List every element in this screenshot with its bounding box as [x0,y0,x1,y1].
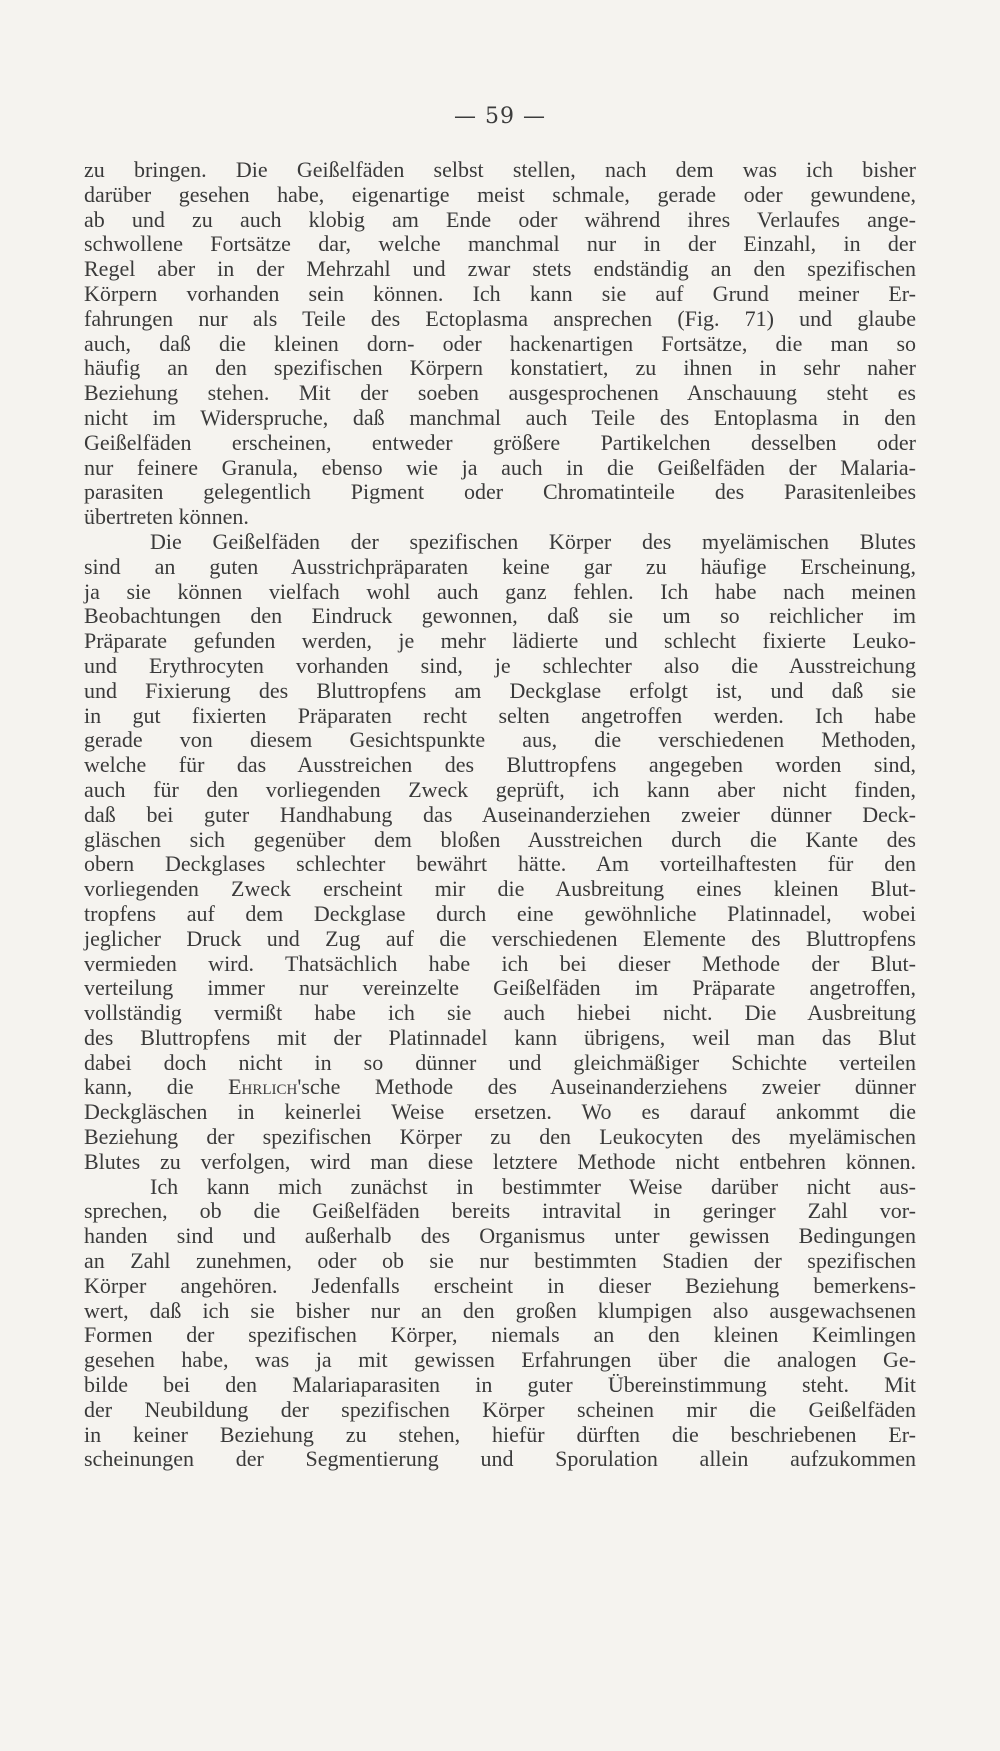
text-line: obern Deckglases schlechter bewährt hätte. Am vorteilhaftesten für den [84,851,916,877]
text-line: Beziehung stehen. Mit der soeben ausgesprochenen Anschauung steht es [84,380,916,406]
text-line: bilde bei den Malariaparasiten in guter Übereinstimmung steht. Mit [84,1372,916,1398]
text-line: Deckgläschen in keinerlei Weise ersetzen. Wo es darauf ankommt die [84,1099,916,1125]
text-line: häufig an den spezifischen Körpern konstatiert, zu ihnen in sehr naher [84,355,916,381]
text-line: an Zahl zunehmen, oder ob sie nur bestimmten Stadien der spezifischen [84,1248,916,1274]
text-segment: 'sche Methode des Auseinanderziehens zweier dünner [297,1074,916,1100]
text-line: darüber gesehen habe, eigenartige meist schmale, gerade oder gewundene, [84,181,916,207]
text-line: übertreten können. [84,504,249,530]
text-line: nur feinere Granula, ebenso wie ja auch in die Geißelfäden der Malaria- [84,454,916,480]
text-line: gerade von diesem Gesichtspunkte aus, die verschiedenen Methoden, [84,727,916,753]
text-line: Körper angehören. Jedenfalls erscheint in dieser Beziehung bemerkens- [84,1272,916,1298]
body-text [84,158,916,1472]
text-line: der Neubildung der spezifischen Körper scheinen mir die Geißelfäden [84,1396,916,1422]
text-line: vorliegenden Zweck erscheint mir die Ausbreitung eines kleinen Blut- [84,876,916,902]
text-line: sind an guten Ausstrichpräparaten keine gar zu häufige Erscheinung, [84,553,916,579]
text-line: gesehen habe, was ja mit gewissen Erfahrungen über die analogen Ge- [84,1347,916,1373]
text-line: scheinungen der Segmentierung und Sporulation allein aufzukommen [84,1446,916,1472]
text-line: parasiten gelegentlich Pigment oder Chromatinteile des Parasitenleibes [84,479,916,505]
text-line: des Bluttropfens mit der Platinnadel kann übrigens, weil man das Blut [84,1024,916,1050]
text-line: ja sie können vielfach wohl auch ganz fehlen. Ich habe nach meinen [84,578,916,604]
text-segment: kann, die [84,1074,229,1100]
author-name-small-caps: Ehrlich [228,1074,298,1100]
text-line: auch, daß die kleinen dorn- oder hackenartigen Fortsätze, die man so [84,330,916,356]
text-line: sprechen, ob die Geißelfäden bereits intravital in geringer Zahl vor- [84,1198,916,1224]
text-line: vermieden wird. Thatsächlich habe ich bei dieser Methode der Blut- [84,950,916,976]
text-line: Beziehung der spezifischen Körper zu den Leukocyten des myelämischen [84,1124,916,1150]
text-line: gläschen sich gegenüber dem bloßen Ausstreichen durch die Kante des [84,826,916,852]
text-line: in keiner Beziehung zu stehen, hiefür dürften die beschriebenen Er- [84,1421,916,1447]
text-line: welche für das Ausstreichen des Bluttropfens angegeben worden sind, [84,752,916,778]
text-line: Die Geißelfäden der spezifischen Körper des myelämischen Blutes [150,528,916,554]
text-line: nicht im Widerspruche, daß manchmal auch Teile des Entoplasma in den [84,404,916,430]
text-line: Körpern vorhanden sein können. Ich kann sie auf Grund meiner Er- [84,280,916,306]
text-line: Ich kann mich zunächst in bestimmter Weise darüber nicht aus- [150,1173,916,1199]
text-line: und Fixierung des Bluttropfens am Deckglase erfolgt ist, und daß sie [84,677,916,703]
text-line: und Erythrocyten vorhanden sind, je schlechter also die Ausstreichung [84,652,916,678]
text-line: handen sind und außerhalb des Organismus unter gewissen Bedingungen [84,1223,916,1249]
text-line: jeglicher Druck und Zug auf die verschiedenen Elemente des Bluttropfens [84,925,916,951]
text-line [84,1075,916,1100]
text-line: Präparate gefunden werden, je mehr lädierte und schlecht fixierte Leuko- [84,628,916,654]
text-line: Geißelfäden erscheinen, entweder größere Partikelchen desselben oder [84,429,916,455]
text-line: Blutes zu verfolgen, wird man diese letztere Methode nicht entbehren können. [84,1148,916,1174]
text-line: daß bei guter Handhabung das Auseinanderziehen zweier dünner Deck- [84,801,916,827]
text-line: ab und zu auch klobig am Ende oder während ihres Verlaufes ange- [84,206,916,232]
text-line: tropfens auf dem Deckglase durch eine gewöhnliche Platinnadel, wobei [84,900,916,926]
text-line: Beobachtungen den Eindruck gewonnen, daß sie um so reichlicher im [84,603,916,629]
text-line: Formen der spezifischen Körper, niemals an den kleinen Keimlingen [84,1322,916,1348]
text-line: dabei doch nicht in so dünner und gleichmäßiger Schichte verteilen [84,1049,916,1075]
text-line: schwollene Fortsätze dar, welche manchmal nur in der Einzahl, in der [84,231,916,257]
text-line: verteilung immer nur vereinzelte Geißelfäden im Präparate angetroffen, [84,975,916,1001]
text-line: fahrungen nur als Teile des Ectoplasma ansprechen (Fig. 71) und glaube [84,305,916,331]
text-line: vollständig vermißt habe ich sie auch hiebei nicht. Die Ausbreitung [84,1000,916,1026]
text-line: auch für den vorliegenden Zweck geprüft, ich kann aber nicht finden, [84,776,916,802]
text-line: zu bringen. Die Geißelfäden selbst stellen, nach dem was ich bisher [84,157,916,182]
text-line: in gut fixierten Präparaten recht selten angetroffen werden. Ich habe [84,702,916,728]
text-line: Regel aber in der Mehrzahl und zwar stets endständig an den spezifischen [84,256,916,282]
text-line: wert, daß ich sie bisher nur an den großen klumpigen also ausgewachsenen [84,1297,916,1323]
page-number: — 59 — [454,104,546,129]
